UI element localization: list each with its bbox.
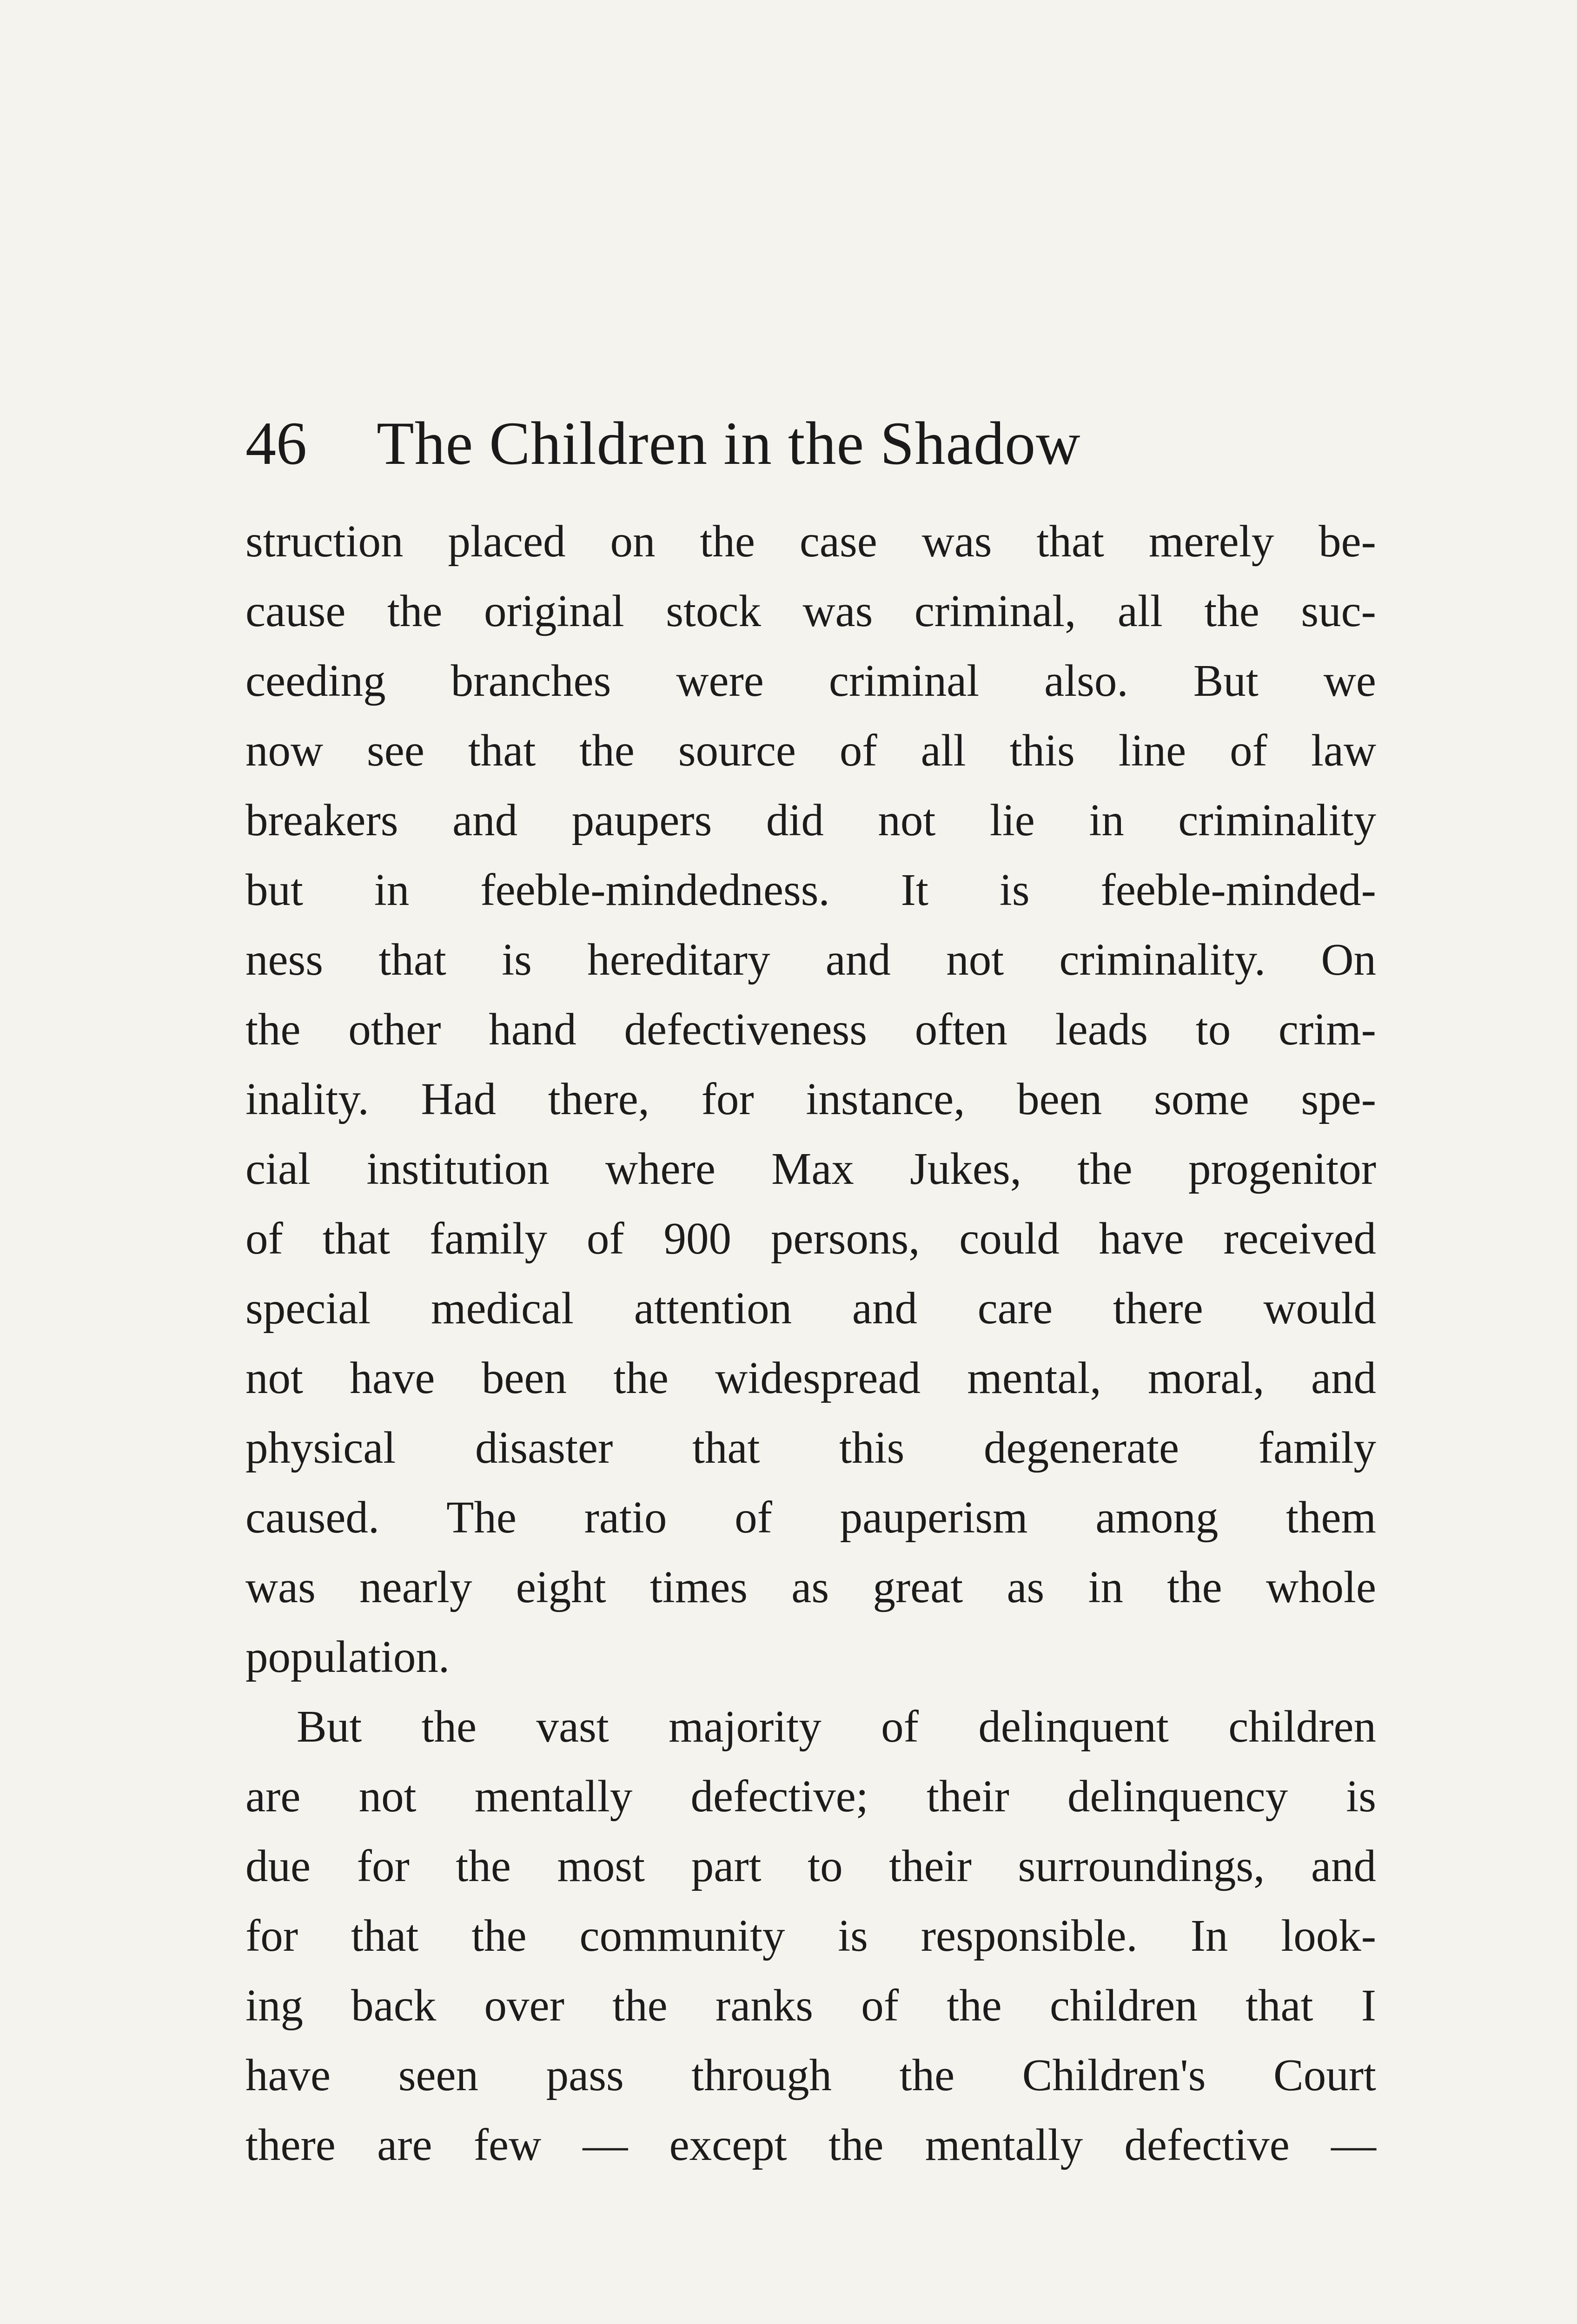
text-line: ceeding branches were criminal also. But we [245, 656, 1376, 706]
text-line: not have been the widespread mental, moral, and [245, 1353, 1376, 1403]
body-text [245, 507, 1376, 2180]
text-line: inality. Had there, for instance, been some spe- [245, 1074, 1376, 1124]
text-line: ness that is hereditary and not criminality. On [245, 935, 1376, 984]
text-line: due for the most part to their surroundings, and [245, 1841, 1376, 1891]
text-line: of that family of 900 persons, could have received [245, 1214, 1376, 1263]
text-line: breakers and paupers did not lie in criminality [245, 795, 1376, 845]
page-number: 46 [245, 409, 307, 477]
text-line: special medical attention and care there would [245, 1283, 1376, 1333]
running-title: The Children in the Shadow [377, 409, 1081, 477]
text-line: was nearly eight times as great as in the whole [245, 1562, 1376, 1612]
text-line: are not mentally defective; their delinquency is [245, 1771, 1376, 1821]
text-line: physical disaster that this degenerate family [245, 1423, 1376, 1472]
text-line: population. [245, 1632, 450, 1682]
text-line: But the vast majority of delinquent children [297, 1702, 1376, 1751]
text-line: but in feeble-mindedness. It is feeble-minded- [245, 865, 1376, 915]
text-line: for that the community is responsible. In look- [245, 1911, 1376, 1961]
text-line: there are few — except the mentally defective — [245, 2120, 1376, 2170]
text-line: caused. The ratio of pauperism among them [245, 1492, 1376, 1542]
text-line: have seen pass through the Children's Court [245, 2050, 1376, 2100]
text-line: the other hand defectiveness often leads to crim- [245, 1004, 1376, 1054]
text-line: cial institution where Max Jukes, the progenitor [245, 1144, 1376, 1194]
text-line: struction placed on the case was that merely be- [245, 516, 1376, 566]
text-line: cause the original stock was criminal, all the suc- [245, 586, 1376, 636]
running-head [245, 400, 1385, 477]
paragraph-1 [245, 507, 1376, 1692]
paragraph-2 [245, 1692, 1376, 2180]
text-line: now see that the source of all this line of law [245, 726, 1376, 775]
text-line: ing back over the ranks of the children that I [245, 1981, 1376, 2030]
